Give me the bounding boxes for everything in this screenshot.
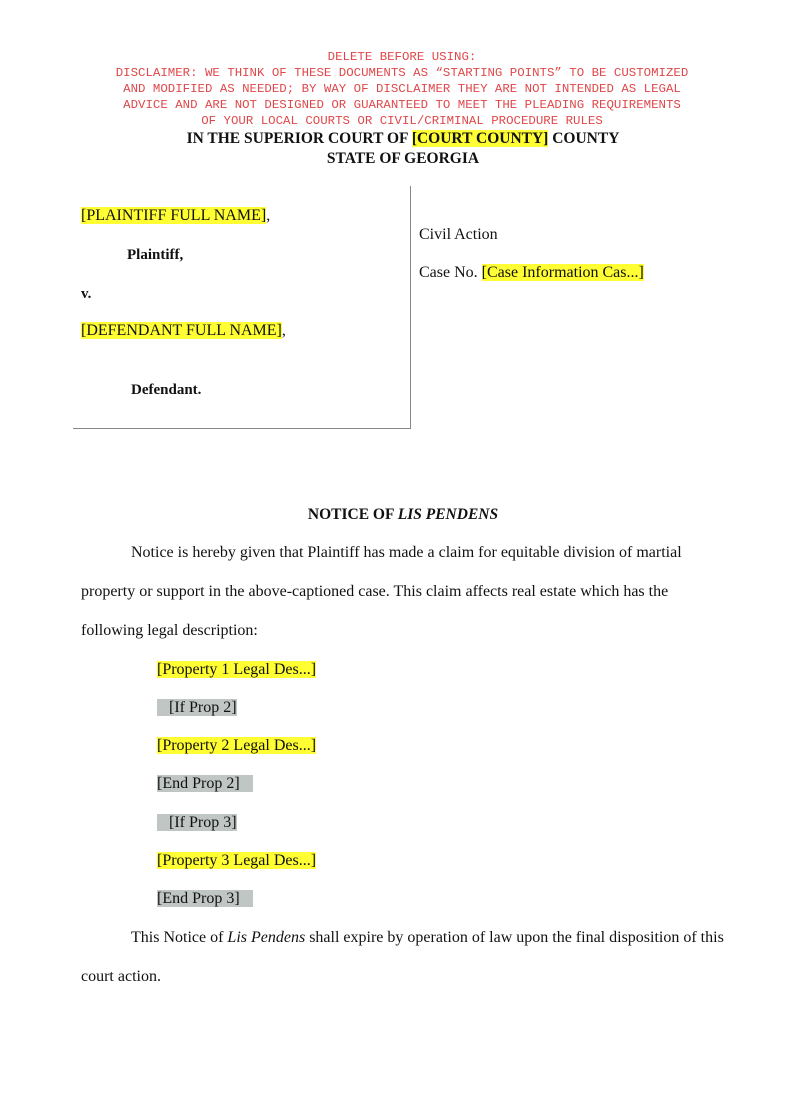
closing-text-italic: Lis Pendens <box>227 929 306 946</box>
disclaimer-line: OF YOUR LOCAL COURTS OR CIVIL/CRIMINAL PROCEDURE RULES <box>201 114 603 128</box>
plaintiff-label: Plaintiff, <box>127 247 184 263</box>
if-prop-3-line <box>157 813 237 833</box>
notice-title <box>0 506 800 524</box>
defendant-comma: , <box>281 322 286 339</box>
property-2-field[interactable]: [Property 2 Legal Des...] <box>157 737 317 754</box>
versus-label: v. <box>81 286 92 302</box>
court-suffix: COUNTY <box>548 130 620 147</box>
plaintiff-line <box>81 206 270 226</box>
end-prop-2-line <box>157 774 253 794</box>
defendant-label: Defendant. <box>131 382 202 398</box>
closing-text-end: shall expire by operation of law upon the final disposition of this court action. <box>81 929 724 985</box>
court-state: STATE OF GEORGIA <box>326 150 480 167</box>
notice-title-italic: LIS PENDENS <box>397 506 499 523</box>
end-prop-3-field[interactable]: [End Prop 3] <box>157 890 253 907</box>
disclaimer-line: AND MODIFIED AS NEEDED; BY WAY OF DISCLAIMER THEY ARE NOT INTENDED AS LEGAL <box>123 82 681 96</box>
caption-vertical-rule <box>410 186 411 429</box>
property-3-field-line <box>157 851 316 871</box>
property-2-field-line <box>157 736 316 756</box>
disclaimer-line: DELETE BEFORE USING: <box>327 50 477 64</box>
court-heading <box>0 129 800 169</box>
case-number-label: Case No. <box>419 264 482 281</box>
notice-closing-paragraph <box>81 918 731 996</box>
case-number-line <box>419 263 644 283</box>
court-line <box>0 129 800 149</box>
if-prop-3-field[interactable]: [If Prop 3] <box>157 814 237 831</box>
if-prop-2-line <box>157 698 237 718</box>
end-prop-2-field[interactable]: [End Prop 2] <box>157 775 253 792</box>
if-prop-2-field[interactable]: [If Prop 2] <box>157 699 237 716</box>
court-prefix: IN THE SUPERIOR COURT OF <box>186 130 412 147</box>
disclaimer-line: DISCLAIMER: WE THINK OF THESE DOCUMENTS AS “STARTING POINTS” TO BE CUSTOMIZED <box>115 66 689 80</box>
plaintiff-name-field[interactable]: [PLAINTIFF FULL NAME] <box>81 207 267 224</box>
civil-action-label: Civil Action <box>419 226 498 243</box>
caption-horizontal-rule <box>73 428 411 429</box>
court-county-field[interactable]: [COURT COUNTY] <box>411 130 549 147</box>
property-3-field[interactable]: [Property 3 Legal Des...] <box>157 852 317 869</box>
closing-text-start: This Notice of <box>131 929 228 946</box>
property-1-field[interactable]: [Property 1 Legal Des...] <box>157 661 317 678</box>
case-number-field[interactable]: [Case Information Cas...] <box>481 264 644 281</box>
plaintiff-comma: , <box>266 207 271 224</box>
defendant-name-field[interactable]: [DEFENDANT FULL NAME] <box>81 322 282 339</box>
notice-intro-paragraph: Notice is hereby given that Plaintiff has made a claim for equitable division of martial property or support in the above-captioned case. This claim affects real estate which has the following legal description: <box>81 544 682 639</box>
property-1-field-line <box>157 660 316 680</box>
end-prop-3-line <box>157 889 253 909</box>
disclaimer-line: ADVICE AND ARE NOT DESIGNED OR GUARANTEED TO MEET THE PLEADING REQUIREMENTS <box>123 98 681 112</box>
disclaimer-block <box>40 49 764 129</box>
notice-title-plain: NOTICE OF <box>307 506 398 523</box>
defendant-line <box>81 321 286 341</box>
